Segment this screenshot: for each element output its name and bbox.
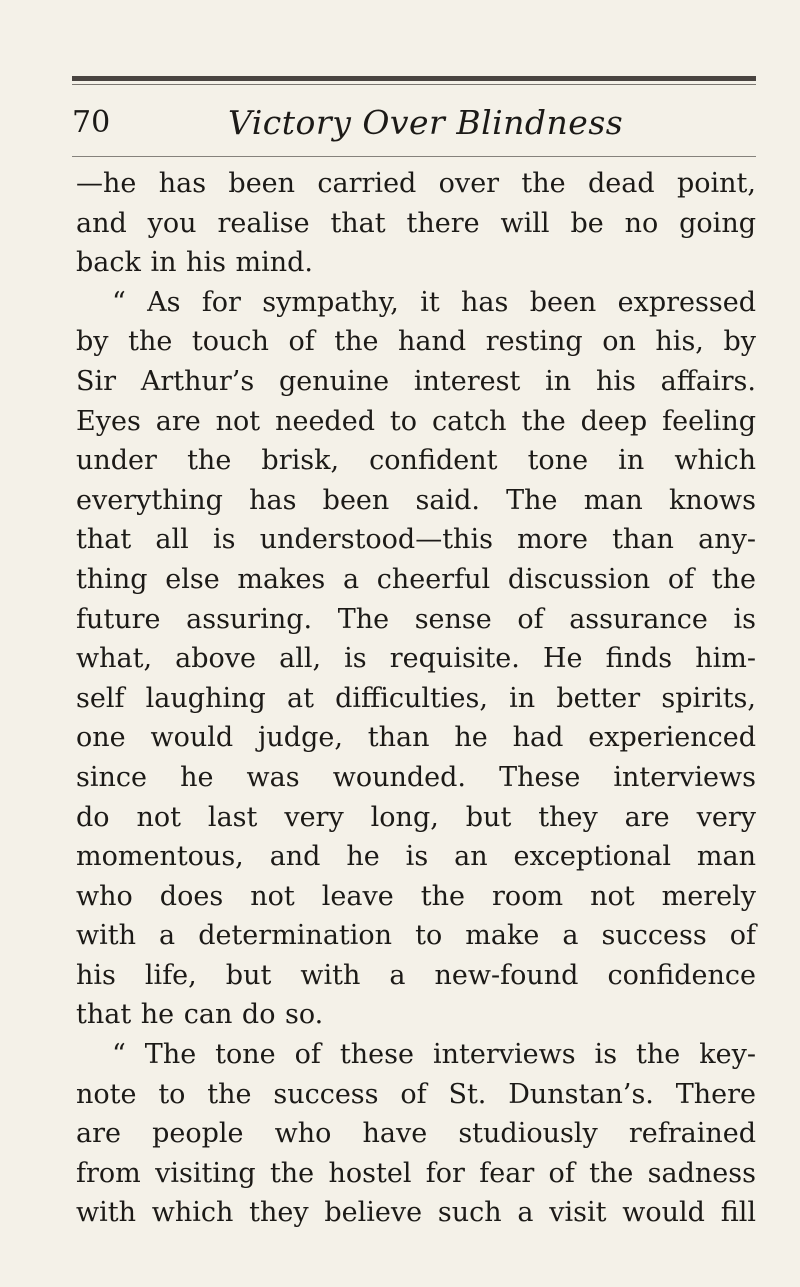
text-line: “ The tone of these interviews is the key-	[112, 1039, 756, 1071]
text-line: thing else makes a cheerful discussion of the	[76, 563, 756, 595]
top-rule	[72, 76, 756, 81]
text-line: under the brisk, confident tone in which	[76, 445, 756, 477]
text-line: note to the success of St. Dunstan’s. There	[76, 1078, 756, 1110]
text-line: momentous, and he is an exceptional man	[76, 841, 756, 873]
text-line: since he was wounded. These interviews	[76, 761, 756, 793]
text-line: —he has been carried over the dead point,	[76, 168, 756, 199]
text-line: self laughing at difficulties, in better spirits,	[76, 682, 756, 714]
text-line: Eyes are not needed to catch the deep feeling	[76, 405, 756, 437]
text-line: everything has been said. The man knows	[76, 484, 756, 516]
text-line: one would judge, than he had experienced	[76, 722, 756, 754]
text-line: that he can do so.	[76, 999, 324, 1031]
text-line: back in his mind.	[76, 247, 314, 279]
text-line: do not last very long, but they are very	[76, 801, 756, 833]
header-rule	[72, 156, 756, 157]
text-line: and you realise that there will be no going	[76, 207, 756, 239]
top-rule-thin	[72, 84, 756, 85]
text-line: with which they believe such a visit would fill	[76, 1197, 756, 1229]
text-line: what, above all, is requisite. He finds him-	[76, 643, 756, 675]
page-number: 70	[72, 105, 111, 140]
text-line: future assuring. The sense of assurance is	[76, 603, 756, 635]
page-header	[72, 103, 756, 149]
text-line: from visiting the hostel for fear of the sadness	[76, 1157, 756, 1189]
text-line: his life, but with a new-found confidence	[76, 959, 756, 991]
body-text	[76, 164, 756, 1233]
text-line: by the touch of the hand resting on his, by	[76, 326, 756, 358]
text-line: “ As for sympathy, it has been expressed	[112, 286, 756, 318]
text-line: with a determination to make a success of	[76, 920, 756, 952]
text-line: that all is understood—this more than any-	[76, 524, 756, 556]
text-line: Sir Arthur’s genuine interest in his affairs.	[76, 365, 756, 397]
text-line: are people who have studiously refrained	[76, 1118, 756, 1150]
text-line: who does not leave the room not merely	[76, 880, 756, 912]
running-title: Victory Over Blindness	[228, 103, 624, 142]
